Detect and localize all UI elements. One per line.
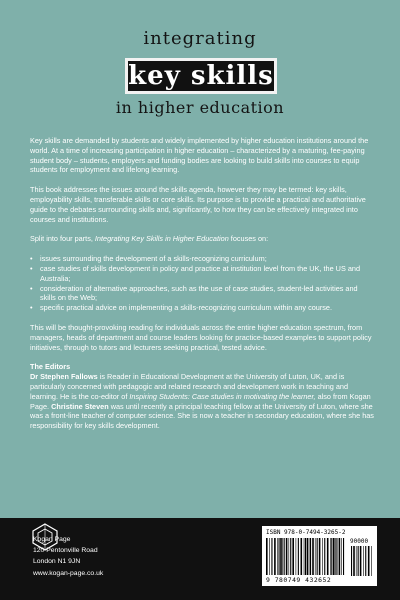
publisher-city: London N1 9JN [33,558,81,566]
blurb-bullet-list [30,254,375,313]
blurb-paragraph-2: This book addresses the issues around the skills agenda, however they may be termed: key skills, employability skills, transferable skills or core skills. Its purpose is to provide a practical and authoritative guide to the debates surrounding skills and, significantly, to how they can be effectively integrated into courses and institutions. [30,185,366,224]
publisher-street: 120 Pentonville Road [33,547,98,555]
editor-name-1: Dr Stephen Fallows [30,372,98,382]
blurb-p3-title: Integrating Key Skills in Higher Education [94,234,229,244]
blurb-bullet: • case studies of skills development in policy and practice at institution level from the UK, the US and Australia; [30,264,375,284]
blurb-paragraph-3 [30,234,375,244]
price-barcode-icon [351,546,373,576]
blurb [30,136,375,431]
blurb-paragraph-1: Key skills are demanded by students and widely implemented by higher education institutions around the world. At a time of increasing participation in higher education – characterized by a maturing, fee-paying student body – students, employers and funding bodies are looking to build skills into courses to equip students for employment and lifelong learning. [30,136,369,175]
blurb-p3-pre: Split into four parts, [30,234,95,244]
publisher-address [33,534,103,579]
title-line-key-skills: key skills [128,61,274,91]
editor-text-1: is Reader in Educational Development at the University of Luton, UK, and is particularly concerned with pedagogic and related research and development work in teaching and learning. He is the co-editor of [30,372,349,401]
ean-number: 9 780749 432652 [266,576,332,584]
ean-barcode-icon [266,538,346,575]
editors-paragraph [30,372,375,431]
blurb-p3-post: focuses on: [228,234,269,244]
publisher-website: www.kogan-page.co.uk [33,569,104,577]
title-line-higher-education: in higher education [115,98,285,117]
title-key-skills-box [125,58,277,94]
editors-heading: The Editors [30,362,71,372]
blurb-bullet: • issues surrounding the development of a skills-recognizing curriculum; [30,254,375,264]
price-code: 90000 [350,538,369,545]
blurb-paragraph-4: This will be thought-provoking reading for individuals across the entire higher education spectrum, from managers, heads of department and course leaders looking for practice-based examples to support policy initiatives, through to tutors and lecturers seeking practical, tested advice. [30,322,372,352]
editor-book-title: Inspiring Students: Case studies in motivating the learner, [129,391,316,401]
publisher-name: Kogan Page [33,536,71,543]
blurb-bullet: • consideration of alternative approaches, such as the use of case studies, student-led activities and skills on the Web; [30,284,375,304]
isbn-text: ISBN 978-0-7494-3265-2 [266,529,346,536]
editor-text-2: also from Kogan Page. [30,391,371,411]
title-line-integrating: integrating [143,28,257,49]
editor-name-2: Christine Steven [51,401,109,411]
blurb-bullet: • specific practical advice on implementing a skills-recognizing curriculum within any course. [30,303,375,313]
editor-text-3: was until recently a principal teaching fellow at the University of Luton, where she was a front-line teacher of computer science. She is now a teacher in secondary education, where she has responsibility for key skills development. [30,401,374,431]
barcode-label [262,526,377,586]
